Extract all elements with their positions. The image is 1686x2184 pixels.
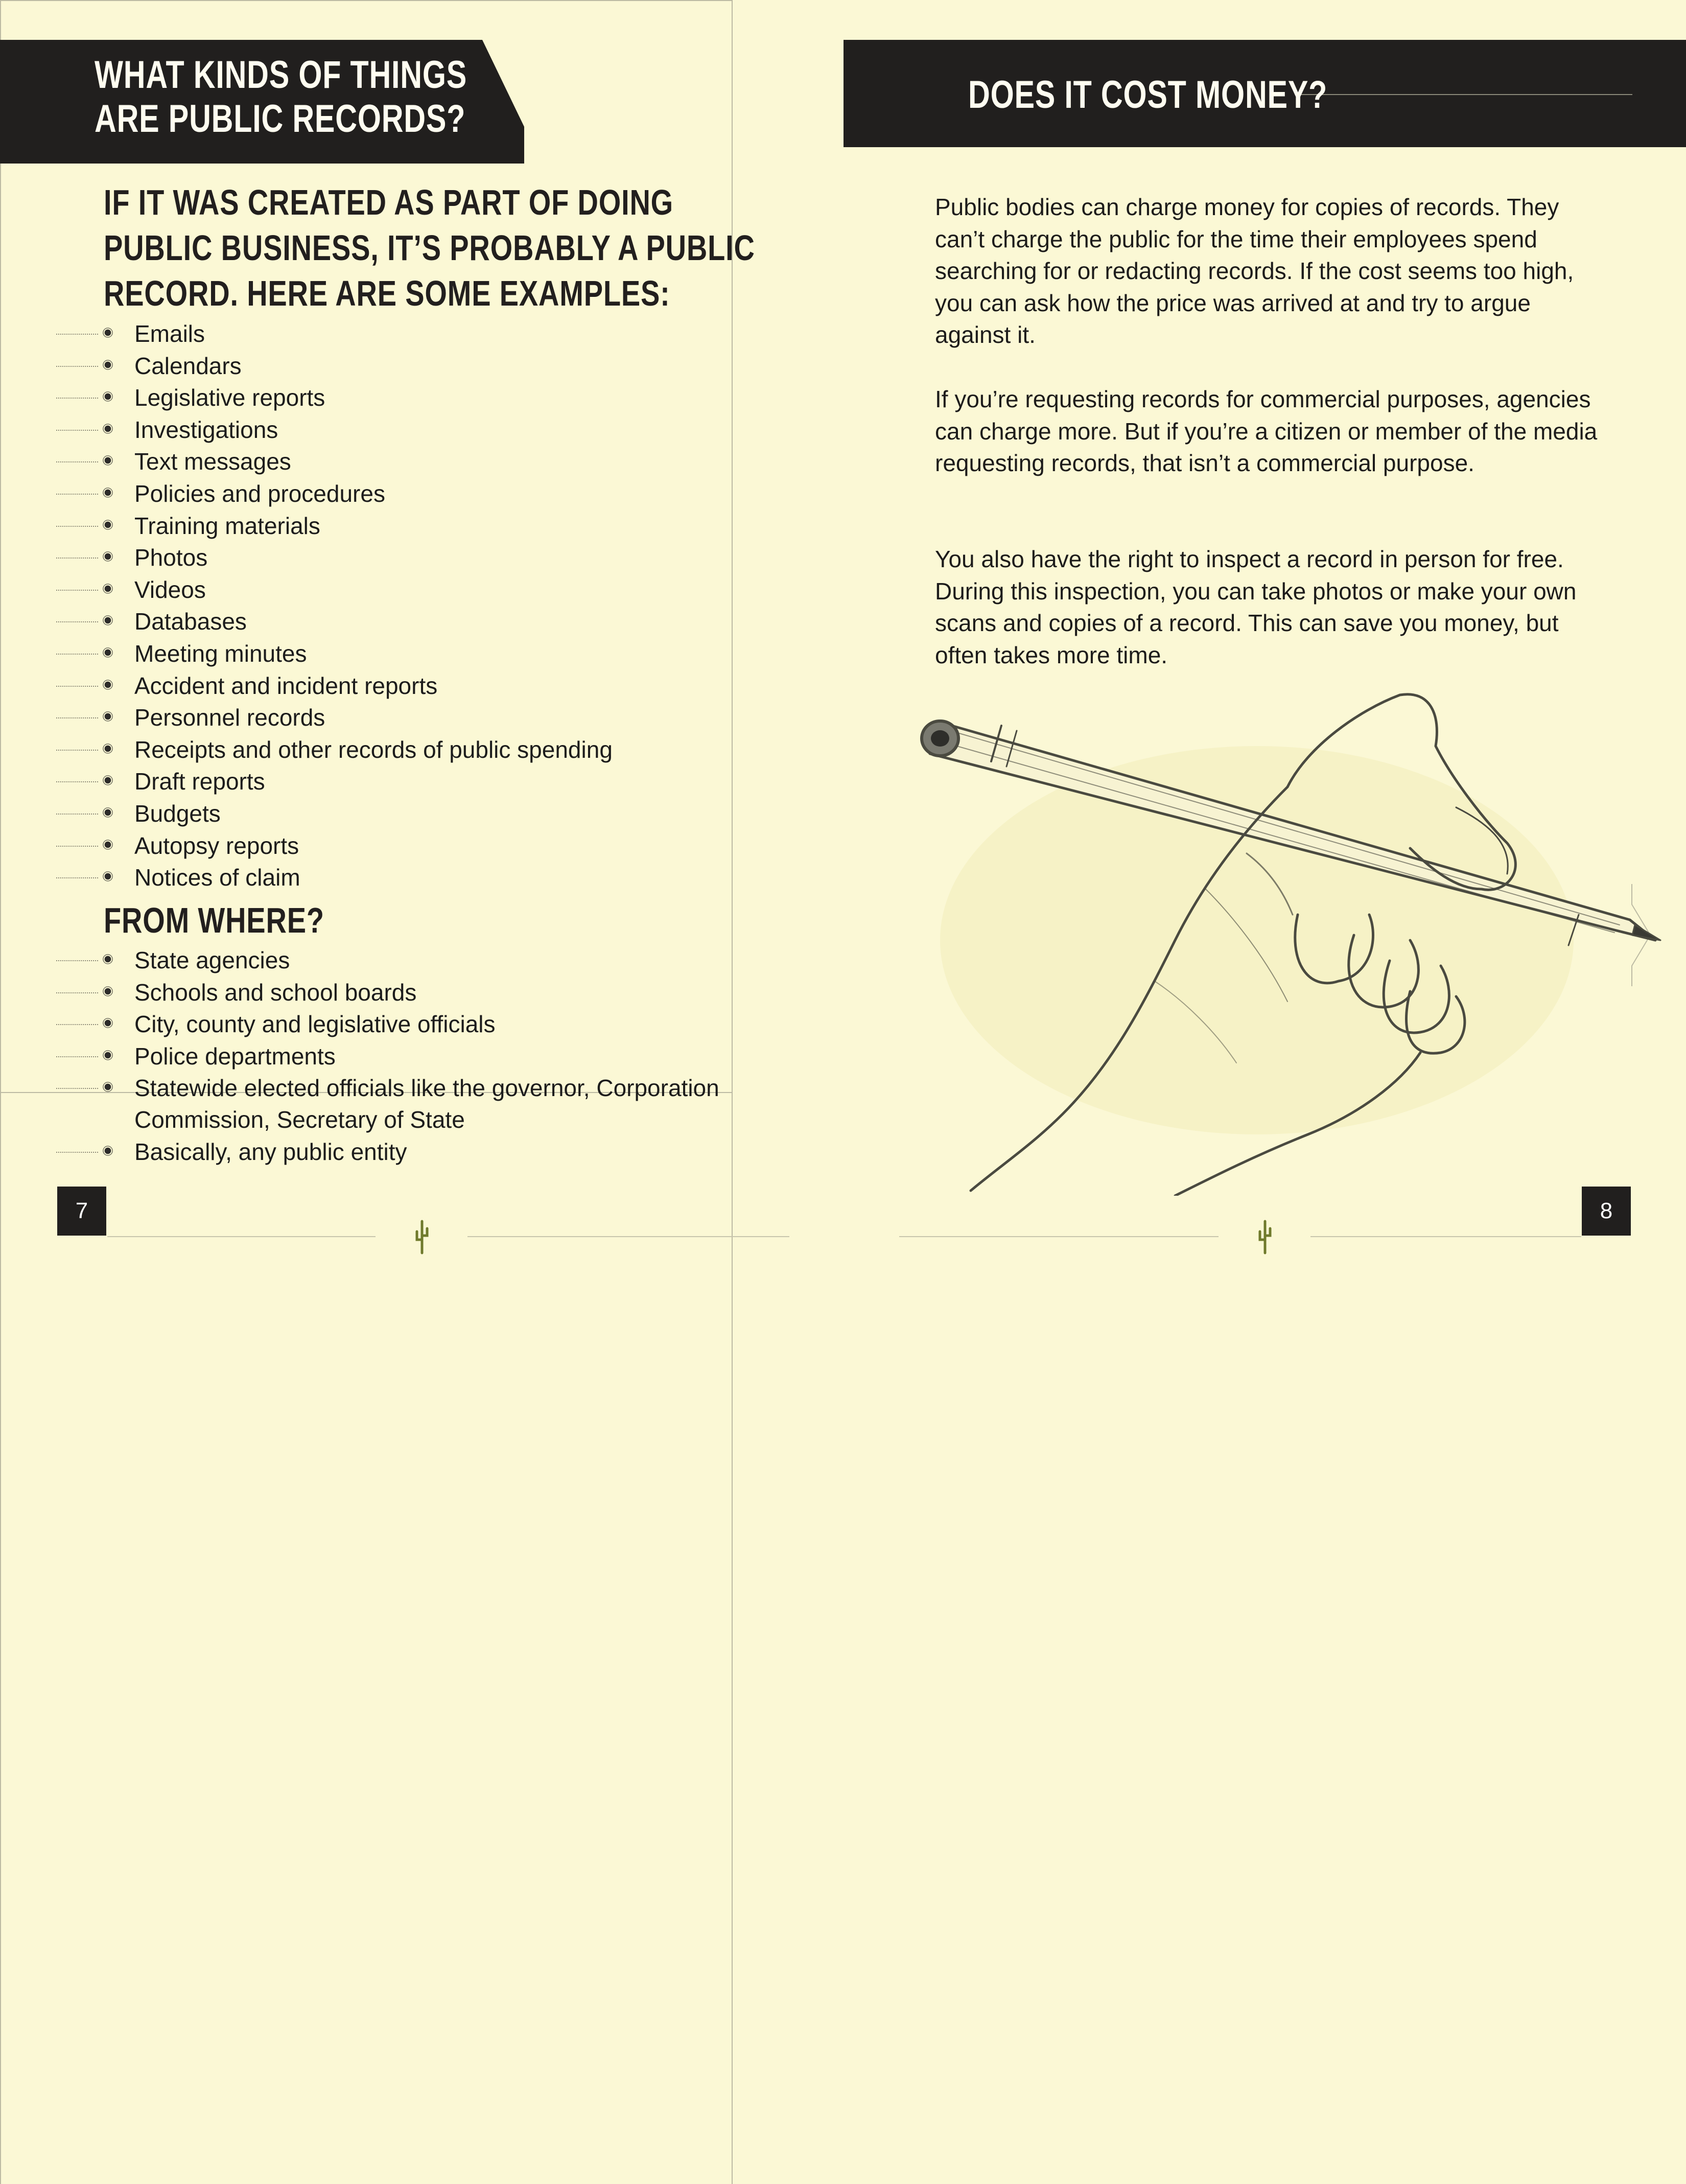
examples-list — [56, 318, 613, 894]
cost-paragraph-2: If you’re requesting records for commercial purposes, agencies can charge more. But if you’re a citizen or member of the media requesting records, that isn’t a commercial purpose. — [935, 386, 1598, 477]
list-item: Investigations — [56, 414, 613, 446]
bullet-icon — [105, 585, 111, 592]
right-header-title: DOES IT COST MONEY? — [968, 73, 1328, 117]
list-item: Videos — [56, 574, 613, 606]
bullet-icon — [105, 713, 111, 720]
list-item: Statewide elected officials like the governor, Corporation Commission, Secretary of State — [56, 1072, 747, 1136]
list-item: Basically, any public entity — [56, 1136, 747, 1168]
right-page-frame — [0, 1092, 733, 2184]
bullet-icon — [105, 681, 111, 688]
bullet-icon — [105, 1052, 111, 1058]
footer-divider — [1310, 1236, 1581, 1237]
bullet-icon — [105, 777, 111, 784]
sources-list — [56, 944, 747, 1168]
list-item: Receipts and other records of public spending — [56, 734, 613, 766]
header-rule — [1300, 94, 1632, 95]
list-item: Schools and school boards — [56, 977, 747, 1009]
list-item: Draft reports — [56, 765, 613, 798]
list-item: Photos — [56, 542, 613, 574]
cost-paragraph-3: You also have the right to inspect a record in person for free. During this inspection, you can take photos or make your own scans and copies of a record. This can save you money, but often takes more time. — [935, 546, 1577, 668]
bullet-icon — [105, 330, 111, 336]
bullet-icon — [105, 425, 111, 432]
bullet-icon — [105, 873, 111, 880]
bullet-icon — [105, 361, 111, 368]
footer-divider — [899, 1236, 1219, 1237]
list-item: Databases — [56, 606, 613, 638]
list-item: Autopsy reports — [56, 830, 613, 862]
left-header-title-line1: WHAT KINDS OF THINGS — [95, 53, 467, 97]
from-where-heading: FROM WHERE? — [104, 900, 324, 940]
left-header-title-line2: ARE PUBLIC RECORDS? — [95, 97, 466, 141]
right-page-number: 8 — [1582, 1187, 1631, 1236]
bullet-icon — [105, 745, 111, 752]
bullet-icon — [105, 956, 111, 963]
bullet-icon — [105, 617, 111, 624]
bullet-icon — [105, 1084, 111, 1090]
list-item: Budgets — [56, 798, 613, 830]
intro-heading-line3: RECORD. HERE ARE SOME EXAMPLES: — [104, 273, 670, 313]
cactus-icon — [1255, 1219, 1275, 1255]
list-item: Emails — [56, 318, 613, 350]
list-item: Legislative reports — [56, 382, 613, 414]
list-item: Text messages — [56, 446, 613, 478]
list-item: Accident and incident reports — [56, 670, 613, 702]
footer-divider — [107, 1236, 376, 1237]
intro-heading-line1: IF IT WAS CREATED AS PART OF DOING — [104, 182, 674, 222]
bullet-icon — [105, 521, 111, 528]
list-item: Notices of claim — [56, 862, 613, 894]
left-page-number: 7 — [57, 1187, 106, 1236]
cost-paragraph-1: Public bodies can charge money for copies of records. They can’t charge the public for the time their employees spend searching for or redacting records. If the cost seems too high, you can ask how the price was arrived at and try to argue against it. — [935, 194, 1574, 348]
bullet-icon — [105, 393, 111, 400]
list-item: Meeting minutes — [56, 638, 613, 670]
bullet-icon — [105, 841, 111, 848]
intro-heading-line2: PUBLIC BUSINESS, IT’S PROBABLY A PUBLIC — [104, 228, 755, 268]
bullet-icon — [105, 649, 111, 656]
cactus-icon — [412, 1219, 432, 1255]
hand-pencil-illustration — [848, 675, 1666, 1196]
list-item: Training materials — [56, 510, 613, 542]
bullet-icon — [105, 490, 111, 496]
list-item: State agencies — [56, 944, 747, 977]
list-item: Police departments — [56, 1040, 747, 1073]
bullet-icon — [105, 809, 111, 816]
bullet-icon — [105, 553, 111, 560]
list-item: City, county and legislative officials — [56, 1008, 747, 1040]
bullet-icon — [105, 1148, 111, 1154]
bullet-icon — [105, 988, 111, 994]
footer-divider — [467, 1236, 789, 1237]
bullet-icon — [105, 457, 111, 464]
bullet-icon — [105, 1020, 111, 1027]
list-item: Personnel records — [56, 702, 613, 734]
list-item: Policies and procedures — [56, 478, 613, 510]
list-item: Calendars — [56, 350, 613, 382]
